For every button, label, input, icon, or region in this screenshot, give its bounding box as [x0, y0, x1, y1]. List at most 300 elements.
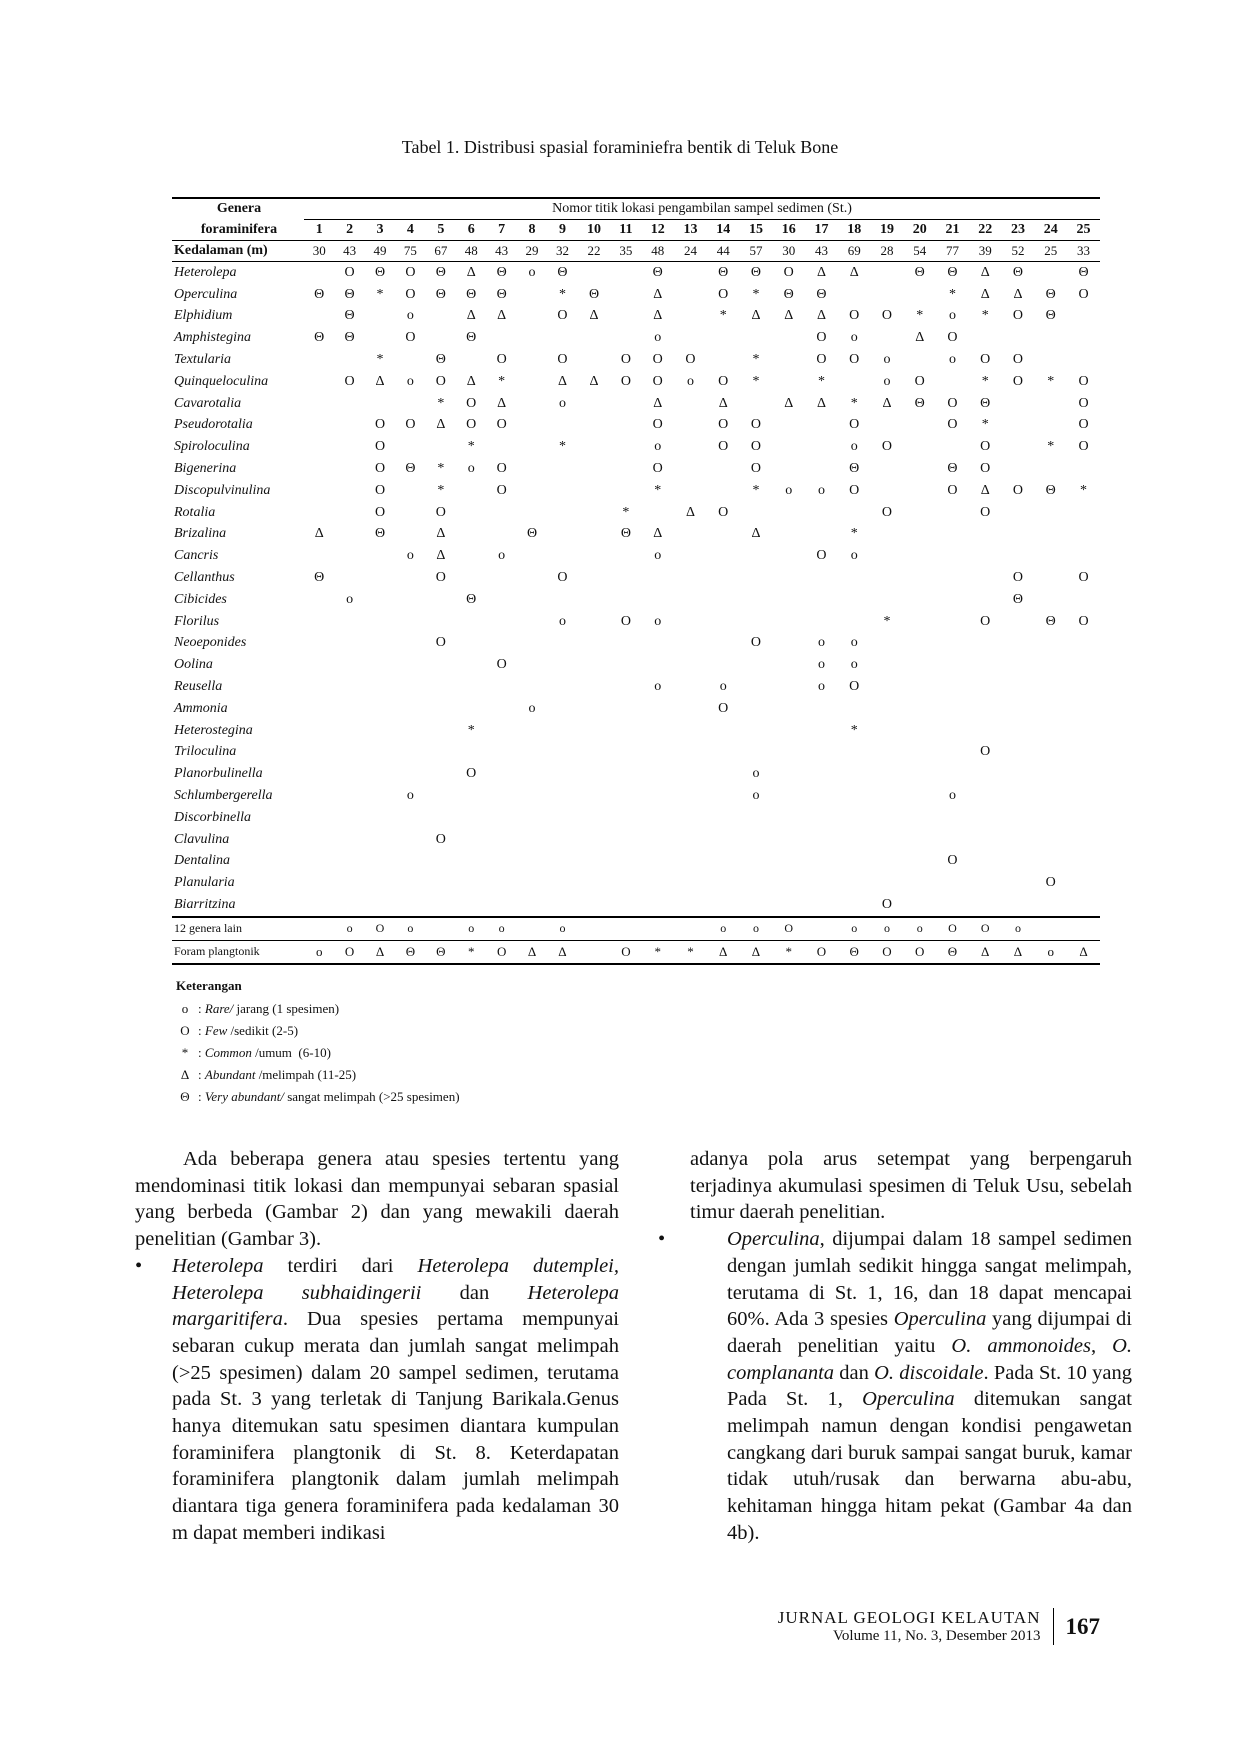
genus-name: Pseudorotalia: [174, 417, 253, 433]
abundance-cell: [772, 567, 805, 589]
abundance-cell: [838, 851, 871, 873]
genus-name: Heterolepa margaritifera: [172, 1281, 619, 1331]
depth-value: 75: [395, 241, 425, 262]
abundance-cell: [641, 785, 674, 807]
abundance-cell: [395, 567, 425, 589]
abundance-cell: [740, 851, 773, 873]
abundance-cell: [805, 763, 838, 785]
abundance-cell: [805, 436, 838, 458]
genus-name: Heterolepa: [172, 1254, 264, 1277]
abundance-cell: [969, 567, 1002, 589]
abundance-cell: [578, 917, 611, 940]
abundance-cell: [610, 589, 641, 611]
abundance-cell: [871, 785, 904, 807]
abundance-cell: [871, 545, 904, 567]
abundance-cell: [903, 894, 936, 917]
table-row: [172, 698, 1100, 720]
station-number: 23: [1002, 220, 1035, 241]
abundance-cell: [578, 545, 611, 567]
abundance-cell: [610, 306, 641, 328]
abundance-cell: O: [849, 482, 860, 498]
abundance-cell: [486, 894, 516, 917]
abundance-cell: [740, 545, 773, 567]
abundance-cell: [969, 589, 1002, 611]
abundance-cell: [871, 589, 904, 611]
abundance-cell: [674, 742, 707, 764]
abundance-cell: Θ: [374, 526, 386, 542]
abundance-cell: O: [435, 635, 446, 651]
abundance-cell: [610, 742, 641, 764]
abundance-cell: Θ: [838, 940, 871, 963]
abundance-cell: [486, 829, 516, 851]
table-row: [172, 458, 1100, 480]
summary-label: 12 genera lain: [172, 917, 304, 940]
abundance-cell: [578, 327, 611, 349]
abundance-cell: o: [817, 657, 825, 673]
abundance-cell: [486, 589, 516, 611]
genus-name: Operculina: [893, 1308, 987, 1331]
abundance-cell: o: [850, 657, 858, 673]
abundance-cell: O: [620, 613, 631, 629]
legend-colon: :: [198, 1001, 205, 1016]
table-row: [172, 415, 1100, 437]
abundance-cell: [1067, 698, 1100, 720]
abundance-cell: [426, 785, 456, 807]
abundance-cell: O: [374, 461, 386, 477]
abundance-cell: Δ: [685, 504, 695, 520]
abundance-cell: Δ: [589, 308, 599, 324]
genus-name: Planularia: [174, 875, 235, 891]
abundance-cell: [456, 807, 486, 829]
abundance-cell: [772, 785, 805, 807]
abundance-cell: [1002, 502, 1035, 524]
abundance-cell: [871, 524, 904, 546]
bullet-heterolepa: [135, 1253, 619, 1547]
station-number: 20: [903, 220, 936, 241]
abundance-cell: [334, 502, 364, 524]
genus-name: Cancris: [174, 548, 219, 564]
abundance-cell: [674, 829, 707, 851]
abundance-cell: [1067, 654, 1100, 676]
abundance-cell: [395, 654, 425, 676]
abundance-cell: Δ: [375, 373, 385, 389]
abundance-cell: [486, 872, 516, 894]
abundance-cell: o: [850, 330, 858, 346]
abundance-cell: O: [947, 417, 958, 433]
abundance-cell: [456, 349, 486, 371]
abundance-cell: [610, 415, 641, 437]
abundance-cell: O: [1012, 352, 1024, 368]
abundance-cell: [334, 480, 364, 502]
abundance-cell: [578, 567, 611, 589]
abundance-cell: O: [466, 766, 477, 782]
genus-name: Biarritzina: [174, 897, 236, 912]
abundance-cell: O: [685, 352, 696, 368]
abundance-cell: Θ: [395, 940, 425, 963]
table-row: [172, 633, 1100, 655]
station-number: 5: [426, 220, 456, 241]
abundance-cell: O: [374, 417, 386, 433]
abundance-cell: [365, 633, 395, 655]
abundance-cell: [1034, 763, 1067, 785]
abundance-cell: [334, 894, 364, 917]
abundance-cell: o: [850, 439, 858, 455]
abundance-cell: [969, 545, 1002, 567]
abundance-cell: [1002, 676, 1035, 698]
abundance-cell: o: [752, 788, 760, 804]
abundance-cell: [304, 785, 334, 807]
abundance-cell: Δ: [969, 940, 1002, 963]
abundance-cell: Θ: [435, 264, 446, 280]
abundance-cell: [903, 284, 936, 306]
table-row: [172, 807, 1100, 829]
abundance-cell: [334, 349, 364, 371]
abundance-cell: [1002, 458, 1035, 480]
abundance-cell: [610, 763, 641, 785]
abundance-cell: Δ: [816, 395, 826, 411]
station-number: 21: [936, 220, 969, 241]
abundance-cell: [365, 545, 395, 567]
abundance-cell: [641, 872, 674, 894]
abundance-cell: Θ: [344, 330, 355, 346]
abundance-cell: o: [456, 917, 486, 940]
table-row: [172, 611, 1100, 633]
abundance-cell: O: [718, 373, 729, 389]
abundance-cell: [674, 415, 707, 437]
abundance-cell: [426, 720, 456, 742]
legend-colon: :: [198, 1067, 205, 1082]
abundance-cell: [365, 851, 395, 873]
abundance-cell: Θ: [526, 526, 538, 542]
abundance-cell: o: [528, 700, 536, 716]
summary-row: [172, 917, 1100, 940]
table-row: [172, 524, 1100, 546]
abundance-cell: [674, 284, 707, 306]
abundance-cell: *: [437, 482, 445, 498]
abundance-cell: [903, 720, 936, 742]
abundance-cell: O: [871, 940, 904, 963]
table-row: [172, 545, 1100, 567]
abundance-cell: [334, 458, 364, 480]
abundance-cell: [936, 829, 969, 851]
abundance-cell: [547, 545, 577, 567]
abundance-cell: [456, 545, 486, 567]
abundance-cell: [610, 284, 641, 306]
abundance-cell: [578, 436, 611, 458]
abundance-cell: [674, 567, 707, 589]
abundance-cell: O: [557, 570, 568, 586]
genus-name: Operculina: [174, 286, 238, 302]
table-row: [172, 284, 1100, 306]
abundance-cell: [1002, 633, 1035, 655]
abundance-cell: [610, 262, 641, 284]
genus-name: Brizalina: [174, 526, 227, 542]
legend-item: [176, 1086, 460, 1108]
page-footer: [778, 1608, 1100, 1645]
abundance-cell: Θ: [947, 461, 958, 477]
abundance-cell: O: [620, 352, 631, 368]
abundance-cell: Θ: [652, 264, 663, 280]
abundance-cell: O: [718, 286, 729, 302]
abundance-cell: Δ: [816, 308, 826, 324]
abundance-cell: [1067, 851, 1100, 873]
depth-value: 54: [903, 241, 936, 262]
abundance-cell: [707, 851, 740, 873]
abundance-cell: Θ: [314, 570, 325, 586]
abundance-cell: Θ: [1012, 264, 1024, 280]
abundance-cell: [903, 349, 936, 371]
abundance-cell: [578, 502, 611, 524]
abundance-cell: [838, 589, 871, 611]
abundance-cell: [674, 785, 707, 807]
abundance-cell: [517, 872, 547, 894]
abundance-cell: Θ: [435, 286, 446, 302]
abundance-cell: [486, 807, 516, 829]
depth-value: 43: [334, 241, 364, 262]
abundance-cell: O: [718, 504, 729, 520]
intro-paragraph: Ada beberapa genera atau spesies tertentu yang mendominasi titik lokasi dan mempunyai sebaran spasial yang berbeda (Gambar 2) dan yang mewakili daerah penelitian (Gambar 3).: [135, 1148, 619, 1251]
abundance-cell: o: [406, 548, 414, 564]
abundance-cell: [547, 894, 577, 917]
abundance-cell: [334, 763, 364, 785]
abundance-cell: o: [948, 352, 956, 368]
abundance-cell: Θ: [980, 395, 991, 411]
abundance-cell: *: [674, 940, 707, 963]
abundance-cell: o: [654, 613, 662, 629]
depth-value: 35: [610, 241, 641, 262]
abundance-cell: [426, 851, 456, 873]
abundance-cell: [517, 589, 547, 611]
header-genera-label: Genera: [172, 198, 304, 220]
abundance-cell: Δ: [547, 940, 577, 963]
journal-name: JURNAL GEOLOGI KELAUTAN: [777, 1608, 1041, 1627]
abundance-cell: [578, 415, 611, 437]
abundance-cell: [395, 589, 425, 611]
abundance-cell: [871, 567, 904, 589]
depth-value: 43: [805, 241, 838, 262]
abundance-cell: [334, 545, 364, 567]
abundance-cell: [772, 698, 805, 720]
abundance-cell: [740, 676, 773, 698]
abundance-cell: [304, 349, 334, 371]
station-number: 16: [772, 220, 805, 241]
abundance-cell: [772, 742, 805, 764]
abundance-cell: [395, 742, 425, 764]
abundance-cell: O: [365, 917, 395, 940]
abundance-cell: Θ: [1078, 264, 1089, 280]
abundance-cell: [1002, 872, 1035, 894]
abundance-cell: o: [719, 679, 727, 695]
abundance-cell: [610, 654, 641, 676]
table-row: [172, 872, 1100, 894]
abundance-cell: [740, 393, 773, 415]
abundance-cell: [641, 807, 674, 829]
text-span: , dijumpai dalam 18 sampel sedimen dengan jumlah sedikit hingga sangat melimpah, terutama di St. 1, 16, dan 18 dapat mencapai 60%. Ada 3 spesies: [727, 1228, 1132, 1331]
abundance-cell: O: [1045, 875, 1056, 891]
abundance-cell: Δ: [849, 264, 859, 280]
abundance-cell: [674, 720, 707, 742]
abundance-cell: [304, 654, 334, 676]
abundance-cell: Δ: [314, 526, 324, 542]
legend-item: [176, 998, 460, 1020]
legend-term: Few: [204, 1023, 228, 1038]
abundance-cell: [365, 567, 395, 589]
abundance-cell: [772, 458, 805, 480]
species-name: O. ammonoides: [951, 1334, 1091, 1357]
abundance-cell: o: [406, 788, 414, 804]
abundance-cell: [707, 742, 740, 764]
abundance-cell: *: [1080, 482, 1088, 498]
abundance-cell: Δ: [784, 395, 794, 411]
station-number: 4: [395, 220, 425, 241]
abundance-cell: O: [557, 308, 568, 324]
abundance-cell: [547, 589, 577, 611]
abundance-cell: [610, 327, 641, 349]
abundance-cell: [304, 917, 334, 940]
abundance-cell: [871, 676, 904, 698]
abundance-cell: [456, 742, 486, 764]
depth-value: 29: [517, 241, 547, 262]
abundance-cell: O: [783, 264, 794, 280]
abundance-cell: [1034, 742, 1067, 764]
abundance-cell: o: [1034, 940, 1067, 963]
table-row: [172, 654, 1100, 676]
abundance-cell: [334, 633, 364, 655]
depth-value: 30: [304, 241, 334, 262]
abundance-cell: O: [816, 548, 827, 564]
abundance-cell: O: [881, 439, 893, 455]
abundance-cell: [578, 262, 611, 284]
abundance-cell: O: [652, 461, 663, 477]
abundance-cell: [578, 894, 611, 917]
abundance-cell: Δ: [707, 940, 740, 963]
abundance-cell: Δ: [497, 395, 507, 411]
abundance-cell: o: [547, 917, 577, 940]
station-number: 19: [871, 220, 904, 241]
abundance-cell: [707, 545, 740, 567]
abundance-cell: [674, 633, 707, 655]
table-row: [172, 436, 1100, 458]
station-number: 7: [486, 220, 516, 241]
abundance-cell: [426, 611, 456, 633]
abundance-cell: [517, 611, 547, 633]
depth-value: 49: [365, 241, 395, 262]
abundance-cell: [304, 545, 334, 567]
abundance-cell: [517, 327, 547, 349]
depth-value: 22: [578, 241, 611, 262]
abundance-cell: [1002, 415, 1035, 437]
abundance-cell: [395, 807, 425, 829]
abundance-cell: [969, 720, 1002, 742]
abundance-cell: *: [437, 461, 445, 477]
abundance-cell: [772, 327, 805, 349]
abundance-cell: [426, 894, 456, 917]
abundance-cell: Θ: [914, 264, 925, 280]
abundance-cell: [486, 851, 516, 873]
abundance-cell: [395, 524, 425, 546]
abundance-cell: o: [817, 679, 825, 695]
abundance-cell: [1034, 327, 1067, 349]
abundance-cell: Θ: [344, 286, 355, 302]
abundance-cell: Δ: [980, 286, 990, 302]
station-number: 10: [578, 220, 611, 241]
abundance-cell: O: [405, 264, 416, 280]
legend-symbol: *: [181, 1045, 189, 1060]
abundance-cell: O: [486, 940, 516, 963]
abundance-cell: [578, 676, 611, 698]
abundance-cell: [395, 502, 425, 524]
station-number: 8: [517, 220, 547, 241]
abundance-cell: [610, 393, 641, 415]
abundance-cell: Θ: [1012, 591, 1024, 607]
abundance-cell: [903, 611, 936, 633]
genus-name: Schlumbergerella: [174, 788, 273, 804]
abundance-cell: Δ: [816, 264, 826, 280]
abundance-cell: Δ: [915, 330, 925, 346]
abundance-cell: Δ: [653, 526, 663, 542]
abundance-cell: [1002, 742, 1035, 764]
abundance-cell: [641, 742, 674, 764]
abundance-cell: Θ: [435, 352, 446, 368]
abundance-cell: [1034, 415, 1067, 437]
abundance-cell: Θ: [947, 264, 958, 280]
station-number-row: [172, 220, 1100, 241]
abundance-cell: [304, 611, 334, 633]
abundance-cell: o: [883, 373, 891, 389]
abundance-cell: [486, 611, 516, 633]
abundance-cell: [740, 807, 773, 829]
table-row: [172, 894, 1100, 917]
abundance-cell: [304, 872, 334, 894]
table-row: [172, 829, 1100, 851]
abundance-cell: [610, 545, 641, 567]
abundance-cell: [610, 633, 641, 655]
abundance-cell: [578, 807, 611, 829]
abundance-cell: O: [1078, 570, 1089, 586]
abundance-cell: [707, 458, 740, 480]
abundance-cell: [1002, 393, 1035, 415]
abundance-cell: [740, 894, 773, 917]
station-number: 13: [674, 220, 707, 241]
depth-value: 30: [772, 241, 805, 262]
depth-value: 57: [740, 241, 773, 262]
genus-name: Florilus: [174, 613, 220, 629]
summary-label: Foram plangtonik: [172, 940, 304, 963]
abundance-cell: [610, 567, 641, 589]
abundance-cell: O: [466, 417, 477, 433]
abundance-cell: [578, 458, 611, 480]
abundance-cell: o: [903, 917, 936, 940]
abundance-cell: [641, 567, 674, 589]
abundance-cell: [1034, 393, 1067, 415]
abundance-cell: o: [558, 613, 566, 629]
abundance-cell: [1002, 436, 1035, 458]
abundance-cell: [936, 742, 969, 764]
abundance-cell: [740, 829, 773, 851]
abundance-cell: o: [850, 548, 858, 564]
abundance-cell: [456, 698, 486, 720]
abundance-cell: [838, 698, 871, 720]
abundance-cell: [1034, 807, 1067, 829]
abundance-cell: [578, 829, 611, 851]
abundance-cell: [838, 284, 871, 306]
abundance-cell: [456, 611, 486, 633]
abundance-cell: [547, 785, 577, 807]
abundance-cell: [1067, 676, 1100, 698]
abundance-cell: *: [772, 940, 805, 963]
abundance-cell: [969, 872, 1002, 894]
abundance-cell: [486, 720, 516, 742]
